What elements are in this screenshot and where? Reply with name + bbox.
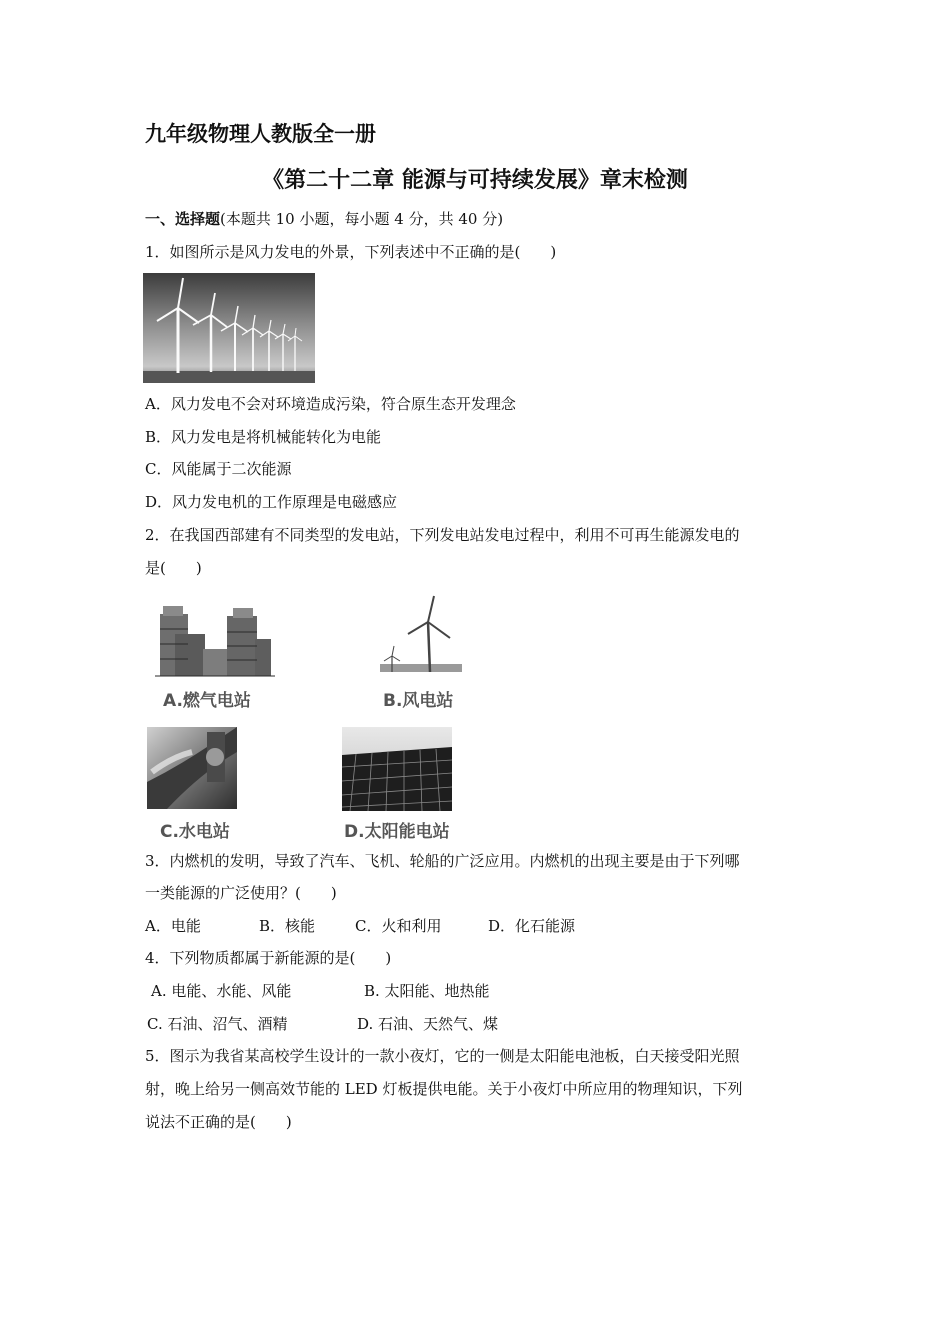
q3-option-a: A．电能 [145,917,201,935]
q2-stem-line2: 是( ) [145,559,202,577]
q3-stem-line1: 3．内燃机的发明，导致了汽车、飞机、轮船的广泛应用。内燃机的出现主要是由于下列哪 [145,852,740,870]
section-note: (本题共 10 小题，每小题 4 分，共 40 分) [220,210,504,228]
chapter-title: 《第二十二章 能源与可持续发展》章末检测 [262,168,688,193]
q2-stem-line1: 2．在我国西部建有不同类型的发电站，下列发电站发电过程中，利用不可再生能源发电的 [145,526,740,544]
section-heading-line [145,209,503,229]
q2-caption-d: D.太阳能电站 [344,822,450,842]
q1-option-c: C．风能属于二次能源 [145,460,292,478]
document-title: 九年级物理人教版全一册 [145,122,376,146]
wind-power-station-image [380,594,462,680]
q2-caption-c: C.水电站 [160,822,230,842]
q1-stem: 1．如图所示是风力发电的外景，下列表述中不正确的是( ) [145,243,557,261]
q5-line1: 5．图示为我省某高校学生设计的一款小夜灯，它的一侧是太阳能电池板，白天接受阳光照 [145,1047,740,1065]
q3-option-b: B．核能 [259,917,316,935]
q4-option-b: B. 太阳能、地热能 [364,982,490,1000]
q4-stem: 4．下列物质都属于新能源的是( ) [145,949,392,967]
q4-option-a: A. 电能、水能、风能 [151,982,292,1000]
q3-option-c: C．火和利用 [355,917,442,935]
q2-caption-b: B.风电站 [383,691,454,711]
q3-stem-line2: 一类能源的广泛使用？( ) [145,884,337,902]
q4-option-d: D. 石油、天然气、煤 [357,1015,499,1033]
q1-option-b: B．风力发电是将机械能转化为电能 [145,428,382,446]
solar-power-station-image [342,727,452,811]
q2-caption-a: A.燃气电站 [163,691,251,711]
q3-option-d: D．化石能源 [488,917,576,935]
q4-option-c: C. 石油、沼气、酒精 [147,1015,288,1033]
q1-option-d: D．风力发电机的工作原理是电磁感应 [145,493,398,511]
wind-farm-image [143,273,315,383]
hydro-power-station-image [147,727,237,809]
gas-power-station-image [155,594,275,680]
q5-line3: 说法不正确的是( ) [145,1113,292,1131]
q5-line2: 射，晚上给另一侧高效节能的 LED 灯板提供电能。关于小夜灯中所应用的物理知识，下列 [145,1080,743,1098]
q1-option-a: A．风力发电不会对环境造成污染，符合原生态开发理念 [145,395,516,413]
section-heading: 一、选择题 [145,210,221,228]
